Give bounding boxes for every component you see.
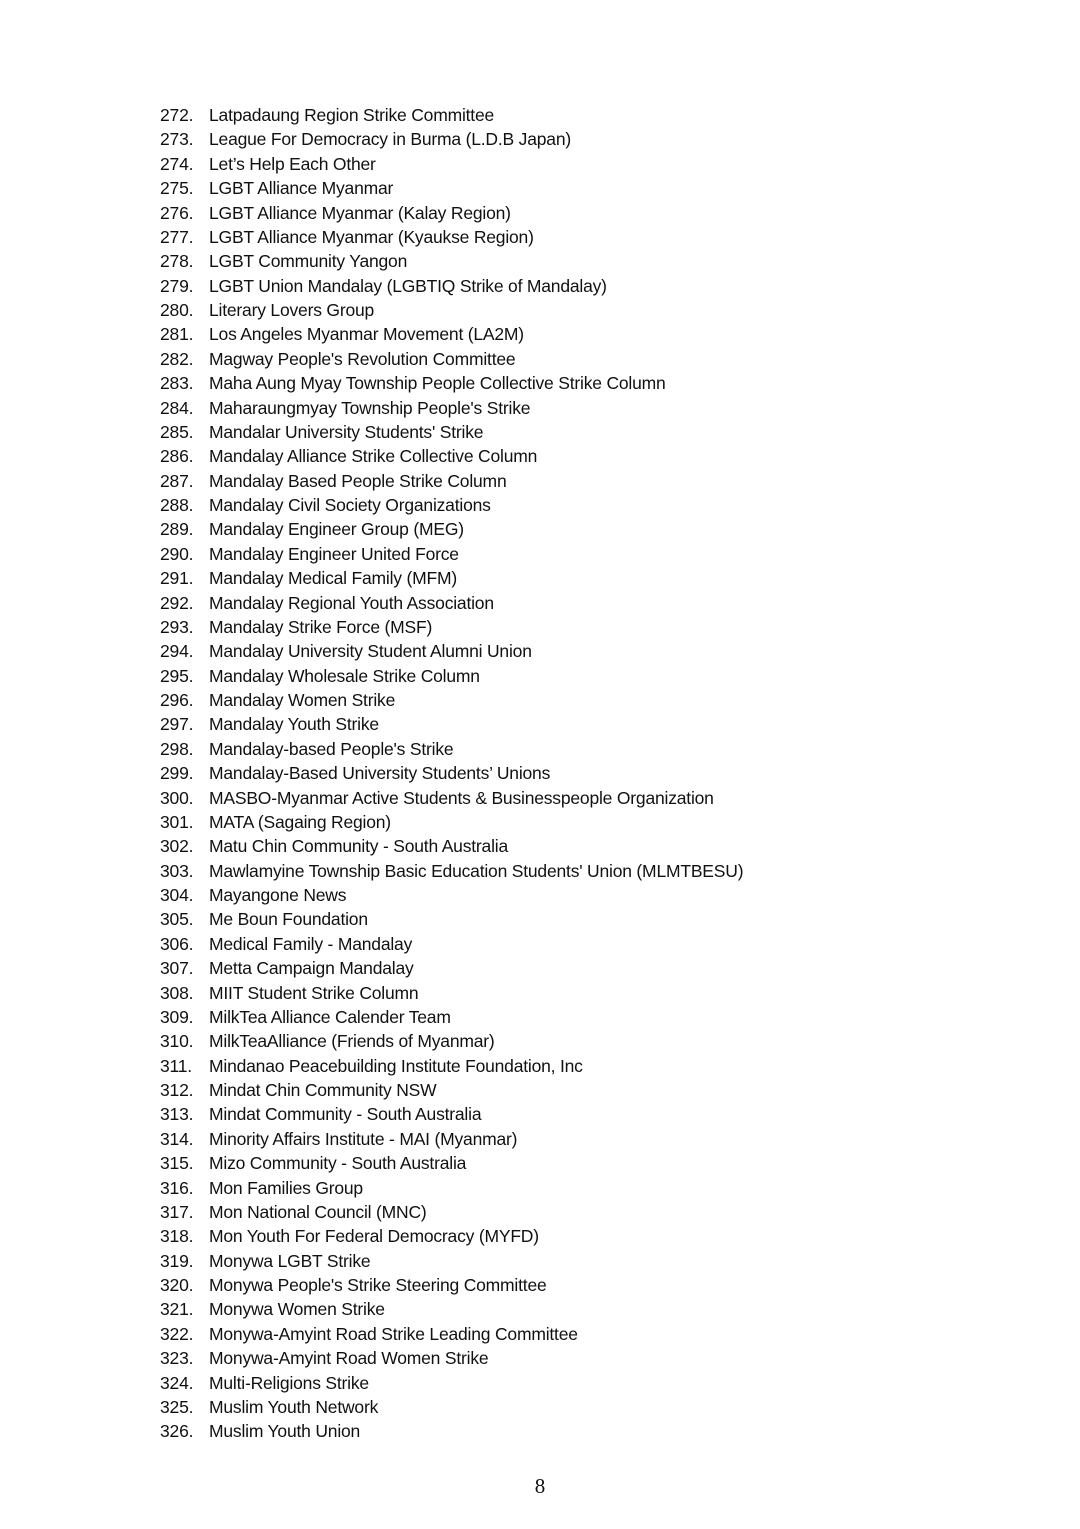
list-item-number: 292. xyxy=(160,592,194,613)
list-item-number: 298. xyxy=(160,738,194,759)
list-item xyxy=(160,517,743,541)
list-item-text: Mindat Community - South Australia xyxy=(209,1104,482,1125)
list-item xyxy=(160,225,743,249)
list-item-text: Mon National Council (MNC) xyxy=(209,1201,427,1222)
list-item-text: Mindat Chin Community NSW xyxy=(209,1080,437,1100)
list-item-number: 273. xyxy=(160,129,194,150)
list-item-text: Multi-Religions Strike xyxy=(209,1372,369,1393)
list-item-number: 308. xyxy=(160,982,194,1003)
list-item-number: 321. xyxy=(160,1299,194,1320)
list-item-number: 277. xyxy=(160,226,194,247)
list-item xyxy=(160,1127,743,1151)
list-item xyxy=(160,1395,743,1419)
list-item-text: Maharaungmyay Township People's Strike xyxy=(209,397,531,418)
list-item-number: 293. xyxy=(160,616,194,637)
list-item xyxy=(160,420,743,444)
list-item-number: 300. xyxy=(160,787,194,808)
list-item-text: Mandalay Women Strike xyxy=(209,690,396,710)
list-item xyxy=(160,664,743,688)
list-item-text: Mayangone News xyxy=(209,885,347,905)
list-item xyxy=(160,761,743,785)
list-item-number: 291. xyxy=(160,568,194,589)
list-item-number: 320. xyxy=(160,1275,194,1295)
list-item-number: 301. xyxy=(160,811,194,832)
list-item-number: 310. xyxy=(160,1031,194,1052)
list-item-text: Mon Families Group xyxy=(209,1177,363,1198)
list-item xyxy=(160,981,743,1005)
list-item-text: League For Democracy in Burma (L.D.B Japan) xyxy=(209,129,571,150)
list-item xyxy=(160,298,743,322)
list-item xyxy=(160,1249,743,1273)
list-item-text: LGBT Union Mandalay (LGBTIQ Strike of Mandalay) xyxy=(209,275,607,296)
list-item xyxy=(160,859,743,883)
list-item xyxy=(160,152,743,176)
list-item-number: 279. xyxy=(160,275,194,296)
list-item-text: Mandalay-Based University Students’ Unions xyxy=(209,763,551,784)
list-item-text: Los Angeles Myanmar Movement (LA2M) xyxy=(209,324,524,345)
list-item-text: Mandalar University Students' Strike xyxy=(209,421,484,442)
list-item xyxy=(160,1273,743,1297)
list-item-number: 290. xyxy=(160,543,194,564)
list-item xyxy=(160,1200,743,1224)
list-item-number: 295. xyxy=(160,665,194,686)
list-item xyxy=(160,639,743,663)
list-item-number: 280. xyxy=(160,300,194,320)
list-item xyxy=(160,615,743,639)
list-item xyxy=(160,786,743,810)
list-item xyxy=(160,932,743,956)
list-item-number: 272. xyxy=(160,105,194,125)
list-item-text: Muslim Youth Network xyxy=(209,1396,379,1417)
list-item-number: 278. xyxy=(160,251,194,272)
list-item-number: 286. xyxy=(160,446,194,467)
list-item-text: Monywa People's Strike Steering Committee xyxy=(209,1275,547,1295)
list-item xyxy=(160,907,743,931)
list-item xyxy=(160,249,743,273)
list-item-text: Mizo Community - South Australia xyxy=(209,1153,467,1174)
list-item-text: LGBT Alliance Myanmar (Kyaukse Region) xyxy=(209,226,534,247)
list-item-text: MASBO-Myanmar Active Students & Businesspeople Organization xyxy=(209,787,714,808)
list-item-number: 282. xyxy=(160,348,194,369)
organization-list xyxy=(160,103,743,1444)
list-item-text: Monywa-Amyint Road Women Strike xyxy=(209,1348,489,1369)
list-item-number: 303. xyxy=(160,860,194,881)
list-item-text: MilkTeaAlliance (Friends of Myanmar) xyxy=(209,1031,495,1052)
list-item-text: Monywa Women Strike xyxy=(209,1299,385,1320)
list-item-text: Monywa LGBT Strike xyxy=(209,1250,371,1271)
list-item xyxy=(160,396,743,420)
list-item-number: 283. xyxy=(160,373,194,394)
list-item xyxy=(160,1005,743,1029)
list-item xyxy=(160,1078,743,1102)
list-item-text: Mandalay Strike Force (MSF) xyxy=(209,616,433,637)
list-item xyxy=(160,883,743,907)
list-item xyxy=(160,688,743,712)
list-item-text: Latpadaung Region Strike Committee xyxy=(209,105,495,125)
list-item xyxy=(160,371,743,395)
list-item xyxy=(160,956,743,980)
list-item xyxy=(160,591,743,615)
list-item-number: 275. xyxy=(160,178,194,199)
list-item xyxy=(160,1224,743,1248)
list-item-number: 318. xyxy=(160,1226,194,1247)
list-item-text: Mandalay Wholesale Strike Column xyxy=(209,665,480,686)
list-item-text: Mandalay Engineer United Force xyxy=(209,543,459,564)
list-item-number: 304. xyxy=(160,885,194,905)
list-item-number: 297. xyxy=(160,714,194,735)
list-item-text: Mawlamyine Township Basic Education Students' Union (MLMTBESU) xyxy=(209,860,744,881)
list-item-text: Maha Aung Myay Township People Collective Strike Column xyxy=(209,373,666,394)
list-item-number: 276. xyxy=(160,202,194,223)
list-item xyxy=(160,1054,743,1078)
list-item xyxy=(160,1322,743,1346)
list-item xyxy=(160,469,743,493)
list-item xyxy=(160,810,743,834)
list-item-text: Let’s Help Each Other xyxy=(209,153,376,174)
list-item-number: 285. xyxy=(160,421,194,442)
list-item-text: MilkTea Alliance Calender Team xyxy=(209,1006,451,1027)
list-item xyxy=(160,493,743,517)
list-item-text: Mindanao Peacebuilding Institute Foundation, Inc xyxy=(209,1055,583,1076)
page-number: 8 xyxy=(534,1474,546,1498)
list-item-number: 319. xyxy=(160,1250,194,1271)
list-item-text: Mon Youth For Federal Democracy (MYFD) xyxy=(209,1226,539,1247)
list-item-text: Me Boun Foundation xyxy=(209,909,368,930)
list-item-number: 294. xyxy=(160,641,194,662)
list-item-text: Mandalay Based People Strike Column xyxy=(209,470,507,491)
list-item-number: 313. xyxy=(160,1104,194,1125)
list-item-number: 305. xyxy=(160,909,194,930)
list-item-number: 289. xyxy=(160,519,194,540)
list-item-text: Mandalay Engineer Group (MEG) xyxy=(209,519,464,540)
list-item-text: LGBT Alliance Myanmar xyxy=(209,178,394,199)
list-item-text: Mandalay-based People's Strike xyxy=(209,738,454,759)
list-item-text: Metta Campaign Mandalay xyxy=(209,958,414,979)
list-item-number: 288. xyxy=(160,495,194,515)
list-item-number: 302. xyxy=(160,836,194,857)
list-item-number: 287. xyxy=(160,470,194,491)
list-item-text: Muslim Youth Union xyxy=(209,1421,361,1442)
list-item-number: 274. xyxy=(160,153,194,174)
list-item-number: 299. xyxy=(160,763,194,784)
list-item xyxy=(160,444,743,468)
list-item-number: 314. xyxy=(160,1128,194,1149)
list-item-text: MIIT Student Strike Column xyxy=(209,982,419,1003)
list-item-number: 281. xyxy=(160,324,194,345)
list-item-text: Mandalay University Student Alumni Union xyxy=(209,641,532,662)
list-item xyxy=(160,127,743,151)
list-item xyxy=(160,1029,743,1053)
list-item-number: 296. xyxy=(160,690,194,710)
list-item-text: Magway People's Revolution Committee xyxy=(209,348,516,369)
list-item-number: 326. xyxy=(160,1421,194,1442)
list-item-text: LGBT Alliance Myanmar (Kalay Region) xyxy=(209,202,511,223)
list-item-number: 312. xyxy=(160,1080,194,1100)
list-item xyxy=(160,1346,743,1370)
list-item-text: Literary Lovers Group xyxy=(209,300,375,320)
list-item xyxy=(160,737,743,761)
list-item-text: LGBT Community Yangon xyxy=(209,251,408,272)
list-item xyxy=(160,834,743,858)
list-item xyxy=(160,1371,743,1395)
list-item-text: Mandalay Regional Youth Association xyxy=(209,592,494,613)
list-item-text: Mandalay Civil Society Organizations xyxy=(209,495,491,515)
list-item-text: Mandalay Alliance Strike Collective Column xyxy=(209,446,538,467)
list-item-number: 325. xyxy=(160,1396,194,1417)
list-item xyxy=(160,1151,743,1175)
list-item-text: Mandalay Medical Family (MFM) xyxy=(209,568,457,589)
list-item-text: Monywa-Amyint Road Strike Leading Committee xyxy=(209,1323,578,1344)
list-item-number: 317. xyxy=(160,1201,194,1222)
list-item xyxy=(160,1297,743,1321)
list-item-text: Mandalay Youth Strike xyxy=(209,714,379,735)
list-item xyxy=(160,712,743,736)
list-item-number: 316. xyxy=(160,1177,194,1198)
list-item-number: 284. xyxy=(160,397,194,418)
list-item xyxy=(160,1419,743,1443)
list-item-text: MATA (Sagaing Region) xyxy=(209,811,391,832)
list-item xyxy=(160,542,743,566)
list-item-number: 315. xyxy=(160,1153,194,1174)
list-item-number: 307. xyxy=(160,958,194,979)
list-item-number: 306. xyxy=(160,933,194,954)
list-item-text: Matu Chin Community - South Australia xyxy=(209,836,508,857)
list-item xyxy=(160,322,743,346)
list-item-number: 323. xyxy=(160,1348,194,1369)
list-item-number: 322. xyxy=(160,1323,194,1344)
list-item-number: 311. xyxy=(160,1055,192,1076)
list-item-number: 309. xyxy=(160,1006,194,1027)
list-item xyxy=(160,1176,743,1200)
list-item xyxy=(160,201,743,225)
list-item-text: Minority Affairs Institute - MAI (Myanmar) xyxy=(209,1128,518,1149)
list-item-text: Medical Family - Mandalay xyxy=(209,933,413,954)
list-item-number: 324. xyxy=(160,1372,194,1393)
list-item xyxy=(160,103,743,127)
list-item xyxy=(160,274,743,298)
list-item xyxy=(160,566,743,590)
list-item xyxy=(160,176,743,200)
list-item xyxy=(160,1102,743,1126)
list-item xyxy=(160,347,743,371)
